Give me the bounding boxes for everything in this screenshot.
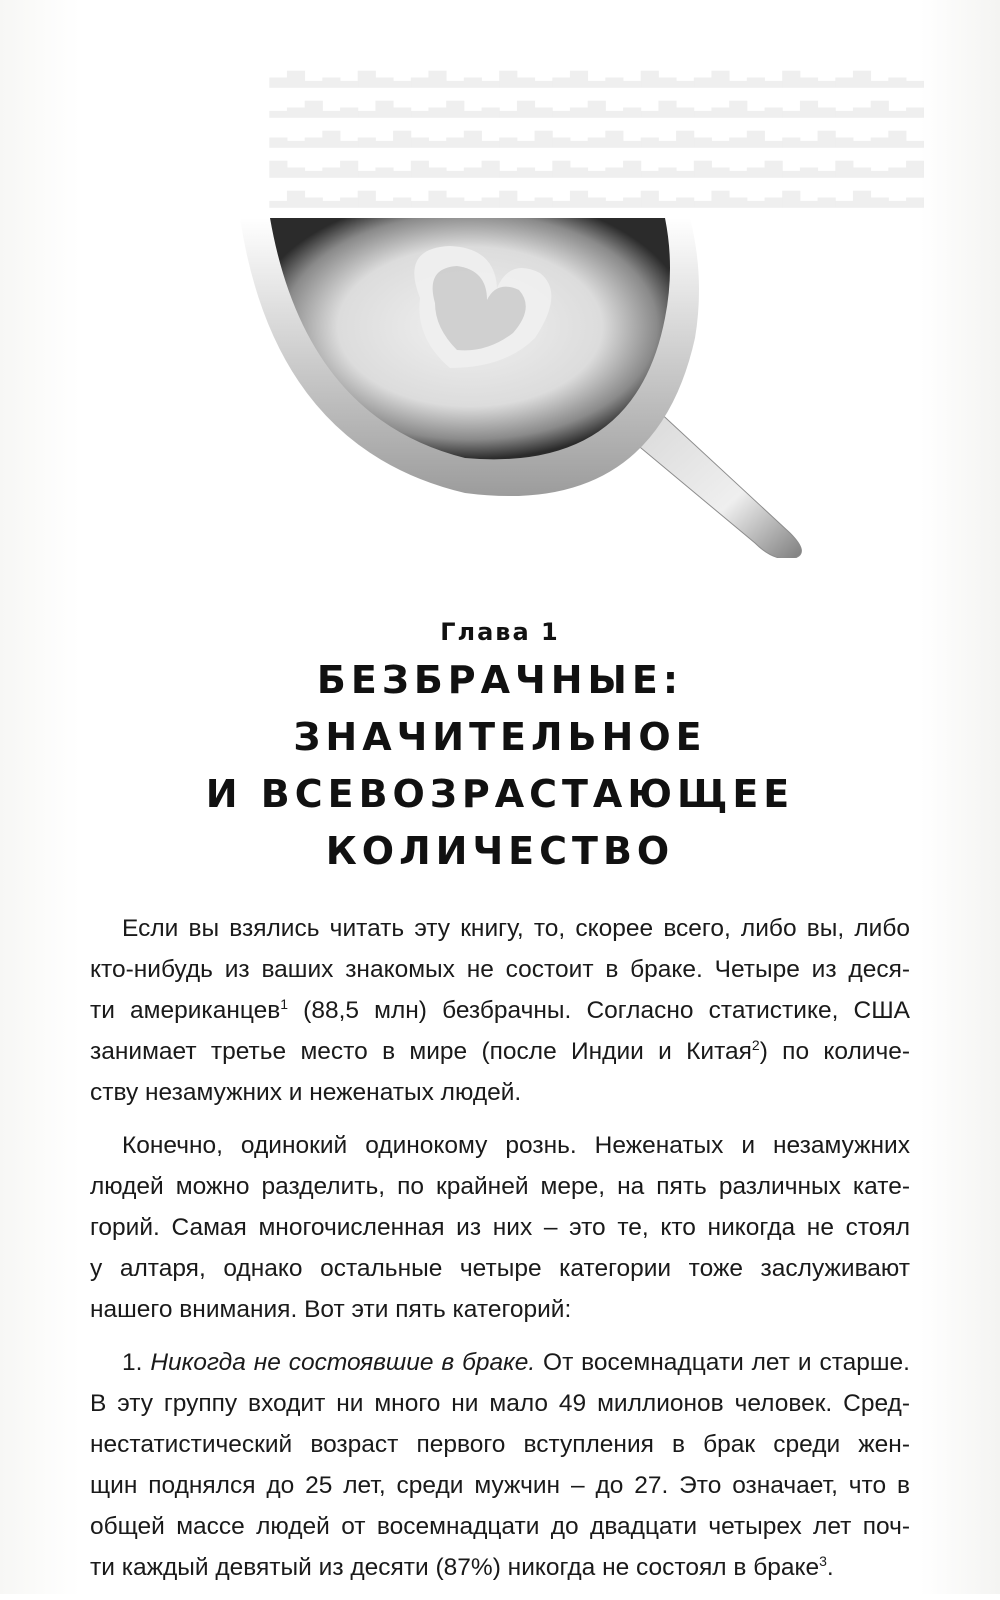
paragraph bbox=[90, 1342, 910, 1588]
text-line: Если вы взялись читать эту книгу, то, скорее всего, либо вы, либо bbox=[122, 915, 910, 942]
text-segment: (88,5 млн) безбрачны. Согласно статистике, США bbox=[288, 997, 910, 1024]
paragraph bbox=[90, 908, 910, 1113]
text-line: горий. Самая многочисленная из них – это те, кто никогда не стоял bbox=[90, 1214, 910, 1241]
text-line: общей массе людей от восемнадцати до двадцати четырех лет поч- bbox=[90, 1513, 910, 1540]
text-line bbox=[90, 1031, 910, 1072]
text-line bbox=[90, 990, 910, 1031]
text-segment: ) по количе- bbox=[759, 1038, 910, 1065]
text-segment: занимает третье место в мире (после Индии и Китая bbox=[90, 1038, 752, 1065]
text-line bbox=[90, 1547, 910, 1588]
text-line bbox=[90, 1342, 910, 1383]
text-line: В эту группу входит ни много ни мало 49 миллионов человек. Сред- bbox=[90, 1390, 910, 1417]
text-line: ству незамужних и неженатых людей. bbox=[90, 1079, 522, 1106]
coffee-cup-illustration bbox=[235, 218, 835, 558]
text-line: у алтаря, однако остальные четыре категории тоже заслуживают bbox=[90, 1255, 910, 1282]
footnote-ref[interactable]: 3 bbox=[819, 1553, 827, 1569]
body-text bbox=[90, 908, 910, 1600]
chapter-title-line: БЕЗБРАЧНЫЕ: bbox=[316, 658, 684, 702]
text-line: нашего внимания. Вот эти пять категорий: bbox=[90, 1296, 572, 1323]
text-segment: . bbox=[826, 1554, 834, 1581]
text-line: Конечно, одинокий одинокому рознь. Неженатых и незамужних bbox=[122, 1132, 910, 1159]
text-segment: ти каждый девятый из десяти (87%) никогда не состоял в браке bbox=[90, 1554, 820, 1581]
text-line: щин поднялся до 25 лет, среди мужчин – до 27. Это означает, что в bbox=[90, 1472, 910, 1499]
text-line: кто-нибудь из ваших знакомых не состоит в браке. Четыре из деся- bbox=[90, 956, 910, 983]
text-segment: От восемнадцати лет и старше. bbox=[535, 1349, 910, 1376]
chapter-title-line: И ВСЕВОЗРАСТАЮЩЕЕ bbox=[205, 772, 795, 816]
chapter-title bbox=[0, 652, 1000, 880]
chapter-label: Глава 1 bbox=[440, 618, 560, 646]
text-line: людей можно разделить, по крайней мере, на пять различных кате- bbox=[90, 1173, 910, 1200]
paragraph bbox=[90, 1125, 910, 1330]
chapter-title-line: КОЛИЧЕСТВО bbox=[325, 829, 675, 873]
coffee-cup-latte-heart-icon bbox=[235, 218, 835, 558]
footnote-ref[interactable]: 2 bbox=[751, 1037, 760, 1053]
list-number: 1. bbox=[122, 1349, 151, 1376]
bleed-through-text: ▂▃▂▅▃▂▃▅▂▃▂▅▃▂▃▅▂▃▂▅▃▂▃▅▂▃▂▅▃▂▃▅▂▃▂▅▃ ▃▂▅▃▂▃▅▂▃▂▅▃▂▃▅▂▃▂▅▃▂▃▅▂▃▂▅▃▂▃▅▂▃▂▅▃▂ ▂▅▃▂▃▅▂▃▂▅▃▂▃▅▂▃▂▅▃▂▃▅▂▃▂▅▃▂▃▅▂▃▂▅▃▂▃ ▅▃▂▃▅▂▃▂▅▃▂▃▅▂▃▂▅▃▂▃▅▂▃▂▅▃▂▃▅▂▃▂▅▃▂▃▅ ▃▂▃▅▂▃▂▅▃▂▃▅▂▃▂▅▃▂▃▅▂▃▂▅▃▂▃▅▂▃▂▅▃▂▃▅▂ bbox=[269, 62, 924, 207]
text-segment: ти американцев bbox=[90, 997, 281, 1024]
text-line: нестатистический возраст первого вступления в брак среди жен- bbox=[90, 1431, 910, 1458]
category-term: Никогда не состоявшие в браке. bbox=[150, 1349, 536, 1376]
chapter-title-line: ЗНАЧИТЕЛЬНОЕ bbox=[293, 715, 707, 759]
footnote-ref[interactable]: 1 bbox=[280, 996, 289, 1012]
